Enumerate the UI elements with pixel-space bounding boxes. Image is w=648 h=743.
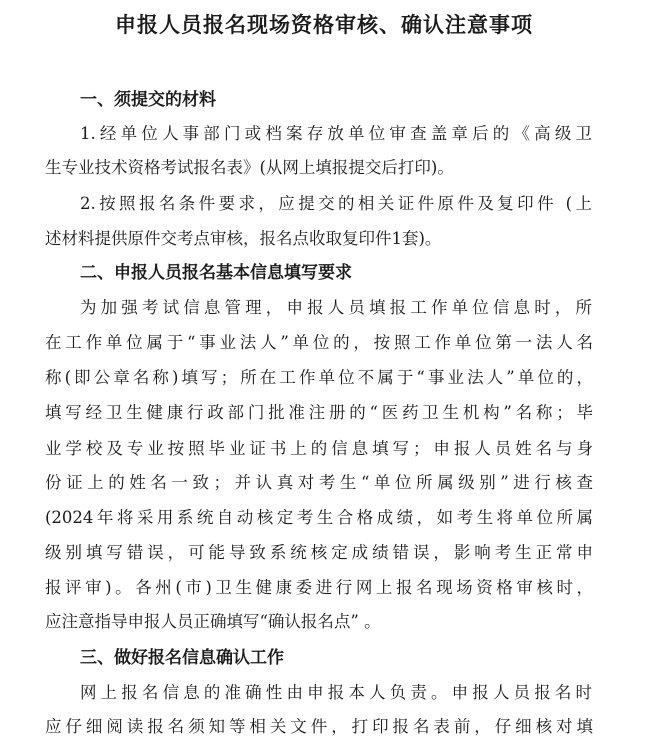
- paragraph-line: 报评审)。各州(市)卫生健康委进行网上报名现场资格审核时，: [45, 578, 593, 597]
- paragraph-line: (2024年将采用系统自动核定考生合格成绩，如考生将单位所属: [45, 508, 593, 527]
- paragraph-line: 生专业技术资格考试报名表》(从网上填报提交后打印)。: [45, 158, 454, 177]
- section-heading-materials: 一、须提交的材料: [80, 90, 216, 110]
- paragraph-line: 应注意指导申报人员正确填写“确认报名点” 。: [45, 612, 381, 631]
- paragraph-line: 级别填写错误，可能导致系统核定成绩错误，影响考生正常申: [45, 543, 593, 562]
- paragraph-line: 填写经卫生健康行政部门批准注册的“医药卫生机构”名称；毕: [45, 403, 593, 422]
- paragraph-line: 份证上的姓名一致；并认真对考生“单位所属级别”进行核查: [45, 473, 593, 492]
- document-title: 申报人员报名现场资格审核、确认注意事项: [115, 13, 533, 37]
- paragraph-line: 业学校及专业按照毕业证书上的信息填写；申报人员姓名与身: [45, 439, 593, 458]
- paragraph-line: 2.按照报名条件要求，应提交的相关证件原件及复印件 (上: [80, 194, 592, 213]
- paragraph-line: 1.经单位人事部门或档案存放单位审查盖章后的《高级卫: [80, 124, 592, 143]
- paragraph-line: 述材料提供原件交考点审核，报名点收取复印件1套)。: [45, 229, 442, 248]
- paragraph-line: 称(即公章名称)填写；所在工作单位不属于“事业法人”单位的，: [45, 368, 593, 387]
- section-heading-confirmation: 三、做好报名信息确认工作: [80, 648, 284, 668]
- paragraph-line: 网上报名信息的准确性由申报本人负责。申报人员报名时: [80, 683, 592, 702]
- paragraph-line: 为加强考试信息管理，申报人员填报工作单位信息时，所: [80, 298, 592, 317]
- section-heading-info-requirements: 二、申报人员报名基本信息填写要求: [80, 263, 352, 283]
- paragraph-line: 应仔细阅读报名须知等相关文件，打印报名表前，仔细核对填: [45, 717, 593, 736]
- paragraph-line: 在工作单位属于“事业法人”单位的，按照工作单位第一法人名: [45, 333, 593, 352]
